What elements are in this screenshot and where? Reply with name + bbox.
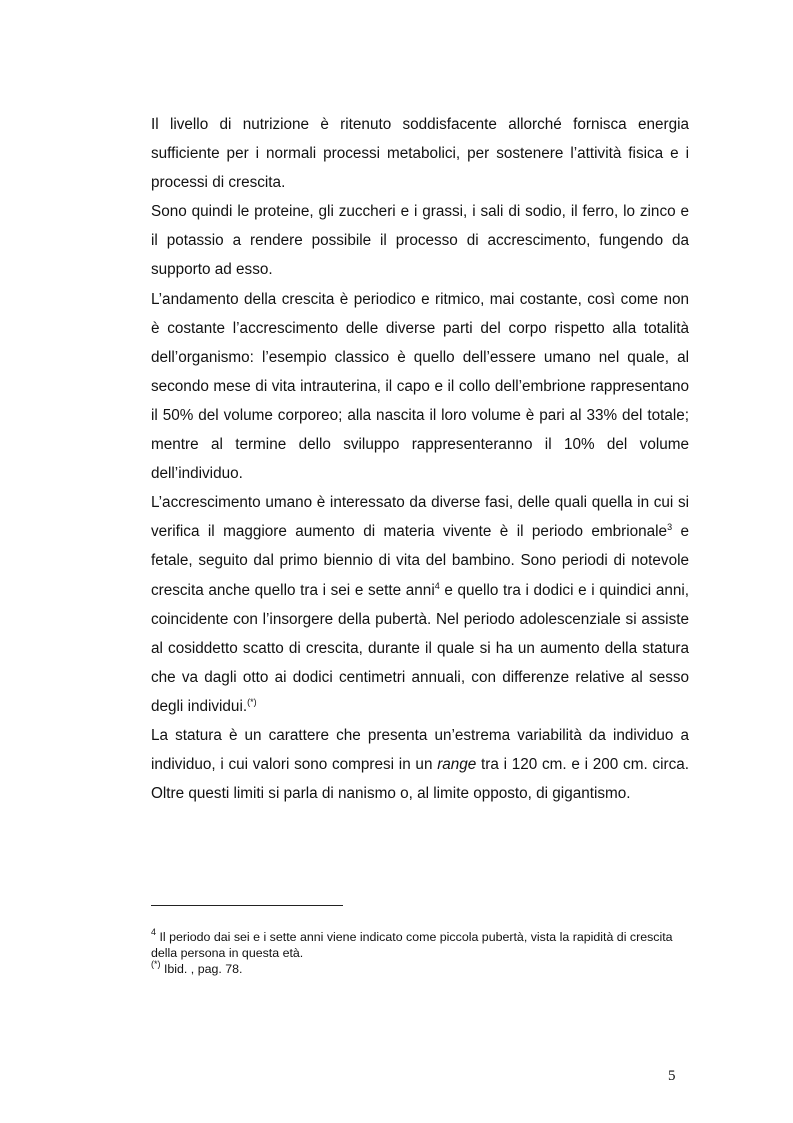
paragraph-stature-text-b: tra i 120 cm. e i 200 cm. circa. Oltre questi limiti si parla di nanismo o, al limite opposto, di gigantismo. [151, 756, 689, 803]
footnote-ref-star[interactable]: (*) [247, 696, 257, 707]
paragraph-growth-pattern: L’andamento della crescita è periodico e ritmico, mai costante, così come non è costante l’accrescimento delle diverse parti del corpo rispetto alla totalità dell’organismo: l’esempio classico è quello dell’essere umano nel quale, al secondo mese di vita intrauterina, il capo e il collo dell’embrione rappresentano il 50% del volume corporeo; alla nascita il loro volume è pari al 33% del totale; mentre al termine dello sviluppo rappresenteranno il 10% del volume dell’individuo. [151, 290, 689, 483]
paragraph-stature [151, 721, 689, 808]
footnote-4-text: Il periodo dai sei e i sette anni viene indicato come piccola pubertà, vista la rapidità di crescita della persona in questa età. [151, 930, 673, 960]
footnote-ref-4[interactable]: 4 [434, 580, 440, 591]
italic-range-word: range [437, 756, 477, 774]
main-text [151, 110, 689, 808]
paragraph-growth-phases [151, 488, 689, 721]
footnote-star [151, 961, 689, 977]
paragraph-growth-phases-text-c: e quello tra i dodici e i quindici anni, coincidente con l’insorgere della pubertà. Nel periodo adolescenziale si assiste al cosiddetto scatto di crescita, durante il quale si ha un aumento della statura che va dagli otto ai dodici centimetri annuali, con differenze relative al sesso degli individui. [151, 581, 689, 715]
paragraph-growth-phases-text-b: e fetale, seguito dal primo biennio di vita del bambino. Sono periodi di notevole crescita anche quello tra i sei e sette anni [151, 523, 689, 599]
paragraph-growth-phases-text-a: L’accrescimento umano è interessato da diverse fasi, delle quali quella in cui si verifica il maggiore aumento di materia vivente è il periodo embrionale [151, 494, 689, 541]
footnote-ref-3[interactable]: 3 [667, 522, 673, 533]
paragraph-nutrients: Sono quindi le proteine, gli zuccheri e i grassi, i sali di sodio, il ferro, lo zinco e il potassio a rendere possibile il processo di accrescimento, fungendo da supporto ad esso. [151, 203, 689, 279]
paragraph-nutrition: Il livello di nutrizione è ritenuto soddisfacente allorché fornisca energia sufficiente per i normali processi metabolici, per sostenere l’attività fisica e i processi di crescita. [151, 116, 689, 192]
page-number: 5 [668, 1068, 676, 1084]
footnote-4-mark: 4 [151, 927, 157, 937]
footnote-4 [151, 929, 689, 961]
footnote-separator [151, 905, 343, 906]
paragraph-stature-text-a: La statura è un carattere che presenta un’estrema variabilità da individuo a individuo, i cui valori sono compresi in un [151, 726, 689, 774]
footnote-star-text: Ibid. , pag. 78. [160, 962, 243, 976]
footnote-star-mark: (*) [151, 959, 161, 969]
footnotes [151, 929, 689, 977]
